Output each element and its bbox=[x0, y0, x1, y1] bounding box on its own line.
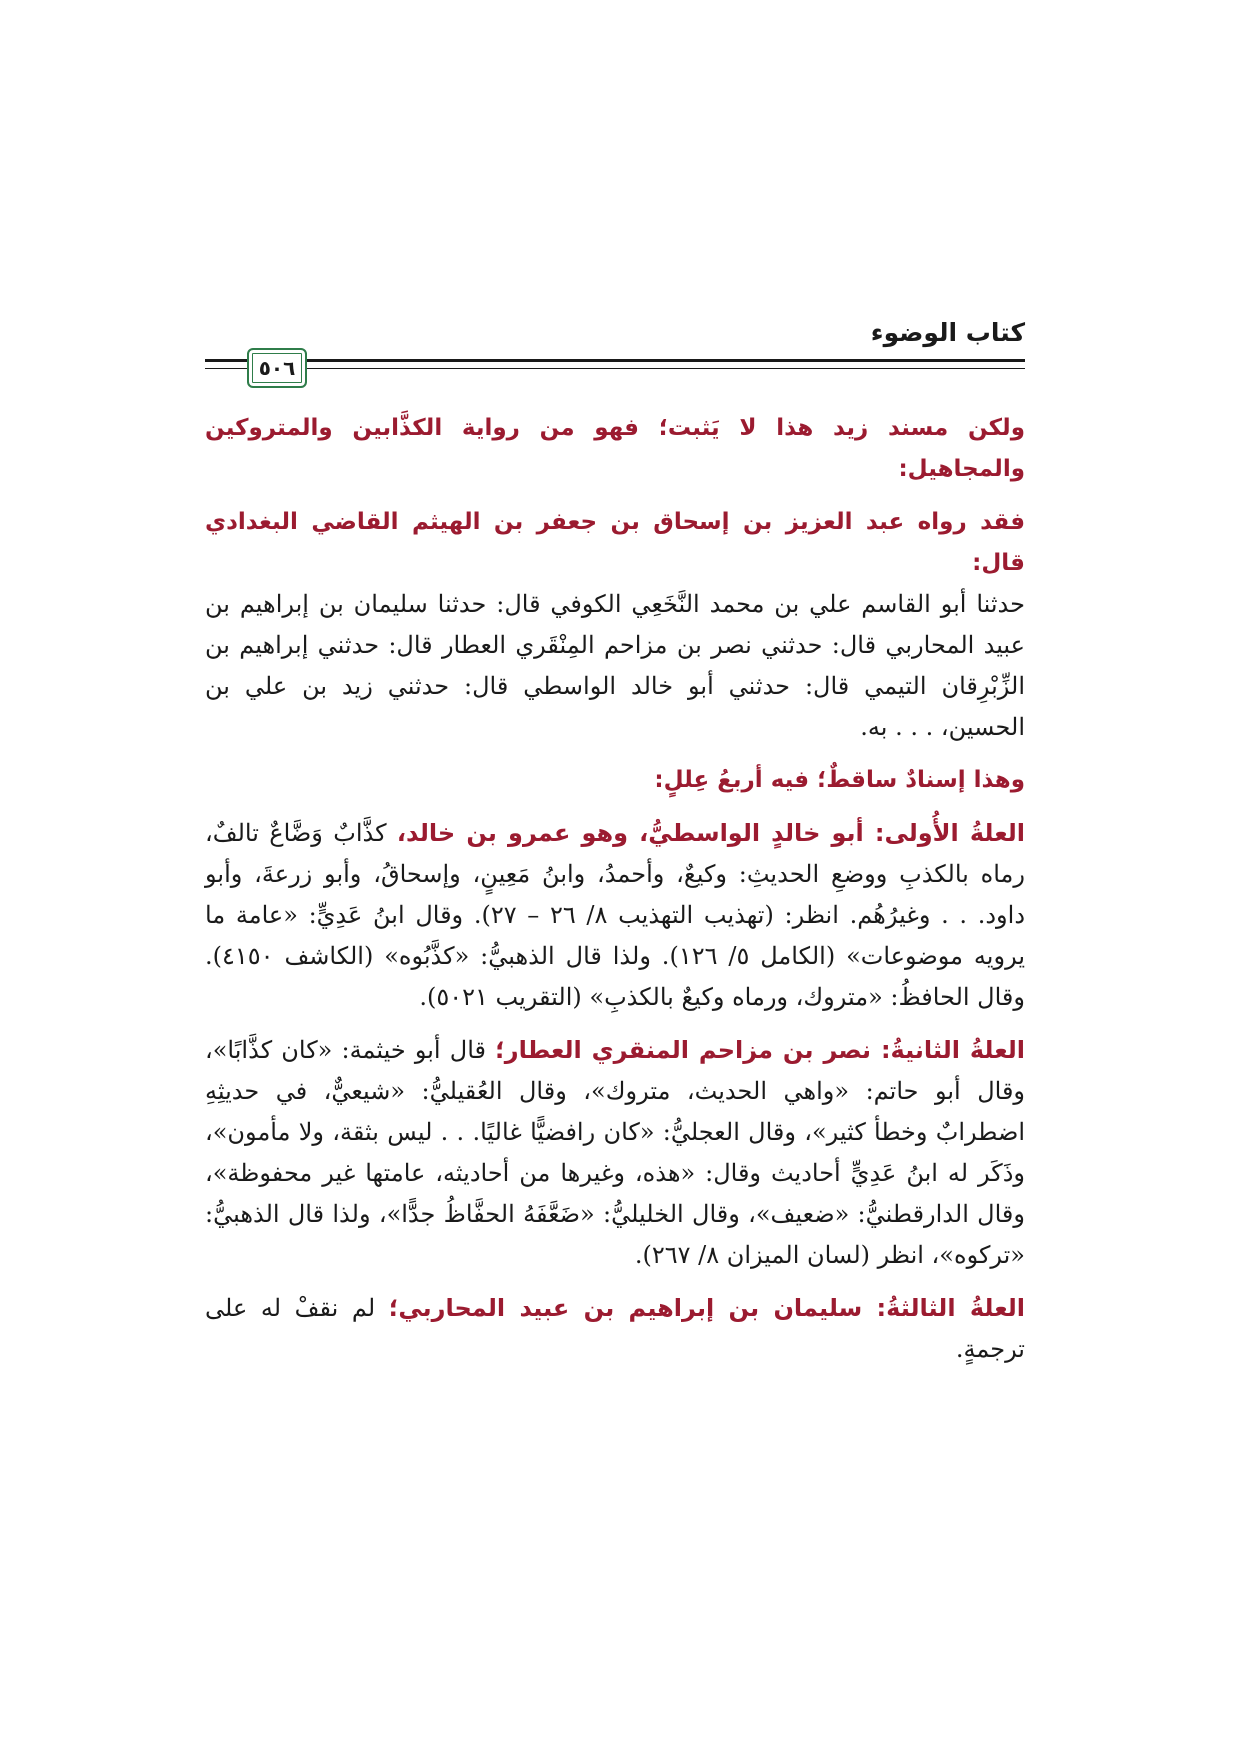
book-title: كتاب الوضوء bbox=[870, 318, 1025, 347]
chain-text: حدثنا أبو القاسم علي بن محمد النَّخَعِي الكوفي قال: حدثنا سليمان بن إبراهيم بن عبيد المحاربي قال: حدثني نصر بن مزاحم المِنْقَري العطار قال: حدثني إبراهيم بن الزِّبْرِقان التيمي قال: حدثني أبو خالد الواسطي قال: حدثني زيد بن علي بن الحسين، . . . به. bbox=[205, 590, 1025, 741]
defects-heading: وهذا إسنادٌ ساقطٌ؛ فيه أربعُ عِللٍ: bbox=[654, 767, 1025, 793]
chain-heading: فقد رواه عبد العزيز بن إسحاق بن جعفر بن الهيثم القاضي البغدادي قال: bbox=[205, 509, 1025, 576]
page-number-badge bbox=[247, 348, 307, 388]
defect-3-text: لم نقفْ له على ترجمةٍ. bbox=[205, 1294, 1025, 1363]
page-body bbox=[205, 408, 1025, 1370]
defect-1-label: العلةُ الأُولى: أبو خالدٍ الواسطيُّ، وهو عمرو بن خالد، bbox=[396, 819, 1026, 847]
defect-2-paragraph bbox=[205, 1030, 1025, 1276]
header-rule-top bbox=[205, 359, 1025, 362]
page-header bbox=[205, 318, 1025, 388]
header-rule-bottom bbox=[205, 368, 1025, 369]
intro-heading: ولكن مسند زيد هذا لا يَثبت؛ فهو من رواية الكذَّابين والمتروكين والمجاهيل: bbox=[205, 415, 1025, 482]
defect-2-text: قال أبو خيثمة: «كان كذَّابًا»، وقال أبو حاتم: «واهي الحديث، متروك»، وقال العُقيليُّ: «شيعيٌّ، في حديثِهِ اضطرابٌ وخطأ كثير»، وقال العجليُّ: «كان رافضيًّا غاليًا. . . ليس بثقة، ولا مأمون»، وذَكَر له ابنُ عَدِيٍّ أحاديث وقال: «هذه، وغيرها من أحاديثه، عامتها غير محفوظة»، وقال الدارقطنيُّ: «ضعيف»، وقال الخليليُّ: «ضَعَّفَهُ الحفَّاظُ جدًّا»، ولذا قال الذهبيُّ: «تركوه»، انظر (لسان الميزان ٨/ ٢٦٧). bbox=[205, 1036, 1025, 1269]
defect-3-label: العلةُ الثالثةُ: سليمان بن إبراهيم بن عبيد المحاربي؛ bbox=[388, 1294, 1026, 1322]
defect-3-paragraph bbox=[205, 1288, 1025, 1370]
defect-1-text: كذَّابٌ وَضَّاعٌ تالفٌ، رماه بالكذبِ ووضعِ الحديثِ: وكيعٌ، وأحمدُ، وابنُ مَعِينٍ، وإسحاقُ، وأبو زرعةَ، وأبو داود. . . وغيرُهُم. انظر: (تهذيب التهذيب ٨/ ٢٦ – ٢٧). وقال ابنُ عَدِيٍّ: «عامة ما يرويه موضوعات» (الكامل ٥/ ١٢٦). ولذا قال الذهبيُّ: «كذَّبُوه» (الكاشف ٤١٥٠). وقال الحافظُ: «متروك، ورماه وكيعٌ بالكذبِ» (التقريب ٥٠٢١). bbox=[205, 819, 1026, 1011]
defect-1-paragraph bbox=[205, 813, 1025, 1018]
page-number: ٥٠٦ bbox=[258, 356, 296, 380]
defect-2-label: العلةُ الثانيةُ: نصر بن مزاحم المنقري العطار؛ bbox=[495, 1036, 1025, 1064]
